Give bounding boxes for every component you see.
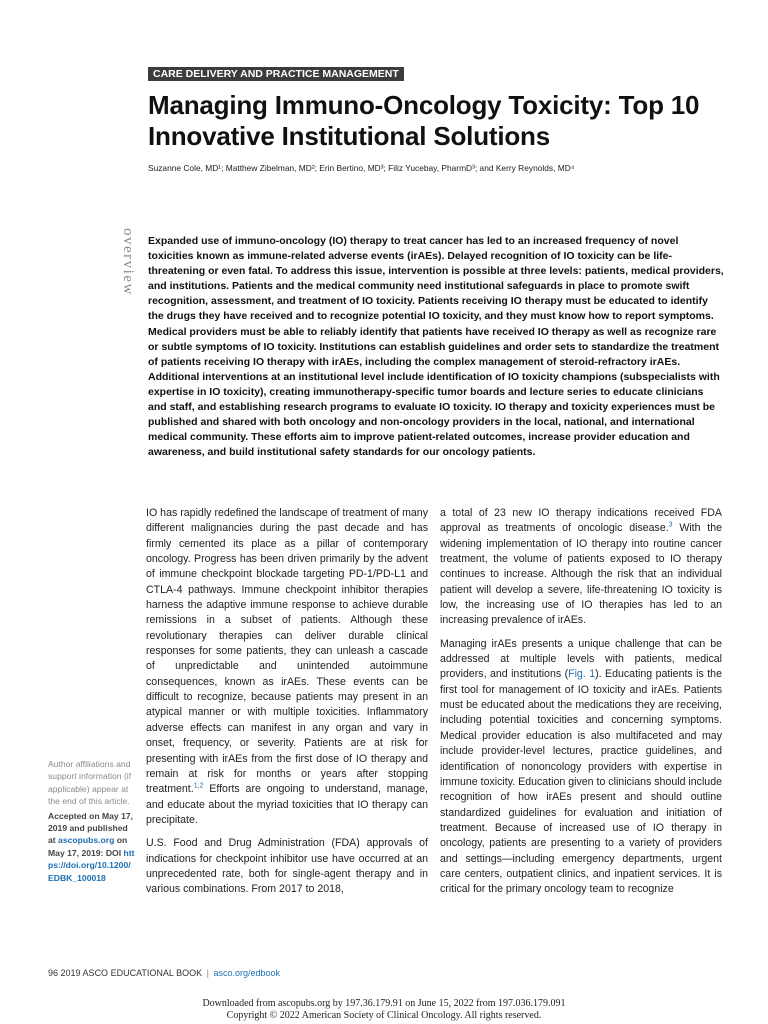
body-paragraph: a total of 23 new IO therapy indications received FDA approval as treatments of oncologic disease.$^3$ With the widening implementation of IO therapy into routine cancer treatment, the volume of patients exposed to IO therapy continues to increase. Although the risk that an individual patient will develop a severe, life-threatening IO toxicity is low, the increasing use of IO therapies has led to an increasing prevalence of irAEs.	[440, 507, 722, 627]
publication-info: Accepted on May 17, 2019 and published at ascopubs.org on May 17, 2019: DOI https://doi.org/10.1200/EDBK_100018	[48, 810, 135, 883]
figure-link[interactable]: Fig. 1	[568, 668, 596, 681]
doi-link[interactable]: https://doi.org/10.1200/EDBK_100018	[48, 847, 135, 883]
page-footer	[48, 968, 280, 978]
copyright-line: Copyright © 2022 American Society of Clinical Oncology. All rights reserved.	[226, 1010, 542, 1021]
download-line: Downloaded from ascopubs.org by 197.36.179.91 on June 15, 2022 from 197.036.179.091	[202, 998, 566, 1009]
page-number: 96	[48, 968, 59, 978]
footer-separator: |	[206, 968, 209, 978]
body-paragraph: Managing irAEs presents a unique challenge that can be addressed at multiple levels with patients, medical providers, and institutions (Fig. 1). Educating patients is the first tool for management of IO toxicity and irAEs. Patients must be educated about the medications they are receiving, including potential toxicities and concerning symptoms. Medical provider education is also multifaceted and may include provider-level lectures, practice guidelines, and identification of nononcology providers with expertise in immune toxicity. Education given to clinicians should include recognition of how irAEs present and should outline standardized guidelines for evaluation and initiation of treatment. Because of increased use of IO therapy in oncology, patients are presenting to a variety of providers and settings—including emergency departments, urgent care centers, outpatient clinics, and inpatient services. It is critical for the primary oncology team to recognize	[440, 637, 722, 896]
citation-link[interactable]: 3	[668, 521, 673, 529]
body-column-left	[146, 506, 428, 906]
body-paragraph: U.S. Food and Drug Administration (FDA) approvals of indications for checkpoint inhibitor use have occurred at an unprecedented rate, both for single-agent therapy and in various combinations. From 2017 to 2018,	[146, 837, 428, 896]
citation-link[interactable]: 1,2	[193, 782, 204, 790]
section-tag: CARE DELIVERY AND PRACTICE MANAGEMENT	[148, 67, 404, 81]
body-paragraph: IO has rapidly redefined the landscape of treatment of many different malignancies during the past decade and has firmly cemented its place as a pillar of contemporary oncology. Progress has been driven primarily by the advent of immune checkpoint blockade targeting PD-1/PD-L1 and CTLA-4 pathways. Immune checkpoint inhibitor therapies harness the adaptive immune response to achieve durable remissions in a subset of patients. Although these revolutionary therapies can deliver durable clinical responses for some patients, they can unleash a cascade of unpredictable and unintended autoimmune consequences, known as irAEs. These events can be difficult to recognize, because patients may present in an atypical manner or with multiple toxicities. Inflammatory adverse effects can manifest in any organ and vary in onset, frequency, or severity. Patients are at risk for presenting with irAEs from the first dose of IO therapy and remain at risk for months or years after stopping treatment.$^{1,2}$ Efforts are ongoing to understand, manage, and educate about the myriad toxicities that IO therapy can precipitate.	[146, 507, 428, 826]
author-list: Suzanne Cole, MD¹; Matthew Zibelman, MD²; Erin Bertino, MD³; Filiz Yucebay, PharmD³; and Kerry Reynolds, MD⁴	[148, 163, 575, 173]
journal-site-link[interactable]: asco.org/edbook	[213, 968, 281, 978]
publication-name: 2019 ASCO EDUCATIONAL BOOK	[60, 968, 203, 978]
affiliations-note: Author affiliations and support information (if applicable) appear at the end of this article.	[48, 759, 132, 807]
abstract-text: Expanded use of immuno-oncology (IO) therapy to treat cancer has led to an increased frequency of novel toxicities known as immune-related adverse events (irAEs). Delayed recognition of IO toxicity can be life-threatening or even fatal. To address this issue, intervention is possible at three levels: patients, medical providers, and institutions. Patients and the medical community need institutional safeguards in place to promote swift recognition, assessment, and treatment of IO toxicity. Patients receiving IO therapy must be educated to identify the drugs they have received and to recognize potential IO toxicity, and they must know how to report symptoms. Medical providers must be able to reliably identify that patients have received IO therapy as well as recognize rare or subtle symptoms of IO toxicity. Institutions can establish guidelines and order sets to standardize the treatment of patients receiving IO therapy with irAEs, including the complex management of steroid-refractory irAEs. Additional interventions at an institutional level include identification of IO toxicity champions (subspecialists with expertise in IO toxicity), creating immunotherapy-specific tumor boards and lecture series to educate clinicians and staff, and establishing research programs to evaluate IO toxicity. IO therapy and toxicity experiences must be published and shared with both oncology and non-oncology providers in the local, national, and international medical community. These efforts aim to improve patient-related outcomes, increase provider education and awareness, and build institutional safety standards for our oncology patients.	[148, 235, 724, 459]
publisher-link[interactable]: ascopubs.org	[58, 835, 115, 846]
article-sidenote	[48, 758, 136, 884]
download-notice	[0, 998, 768, 1022]
article-title: Managing Immuno-Oncology Toxicity: Top 10 Innovative Institutional Solutions	[148, 90, 700, 151]
abstract-label: overview	[120, 228, 136, 296]
body-column-right	[440, 506, 722, 906]
